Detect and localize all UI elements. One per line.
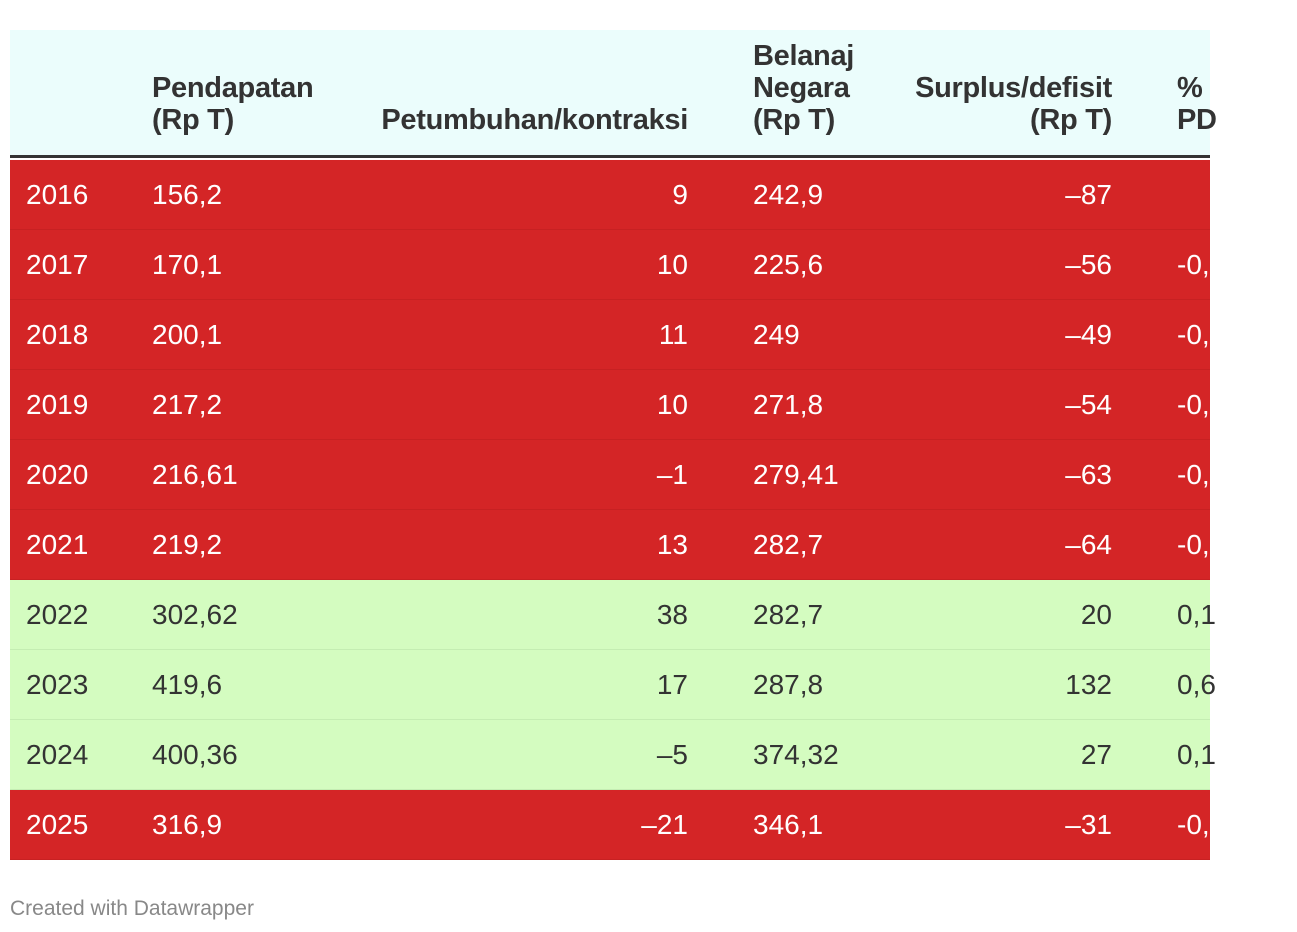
- cell-year: 2019: [26, 389, 89, 420]
- cell-belanja: 346,1: [753, 809, 824, 840]
- cell-pendapatan: 156,2: [152, 179, 223, 210]
- cell-pendapatan: 200,1: [152, 319, 223, 350]
- header-pertumbuhan-label: Petumbuhan/kontraksi: [381, 104, 688, 136]
- cell-surplus: –49: [1065, 319, 1112, 350]
- table-header: [10, 30, 1217, 158]
- table-row: [10, 790, 1210, 860]
- cell-surplus: –54: [1065, 389, 1112, 420]
- cell-surplus: 27: [1080, 739, 1112, 770]
- cell-year: 2018: [26, 319, 89, 350]
- cell-surplus: –64: [1065, 529, 1112, 560]
- cell-pertumbuhan: 9: [672, 179, 688, 210]
- table-row: [10, 160, 1210, 230]
- cell-pdb: 0,6: [1177, 669, 1216, 700]
- cell-year: 2016: [26, 179, 89, 210]
- header-surplus: [910, 72, 1112, 136]
- header-pendapatan-label: Pendapatan (Rp T): [152, 72, 314, 136]
- cell-pendapatan: 216,61: [152, 459, 238, 490]
- cell-belanja: 374,32: [753, 739, 839, 770]
- cell-pertumbuhan: 38: [656, 599, 688, 630]
- cell-pdb: 0,1: [1177, 739, 1216, 770]
- header-surplus-label: Surplus/defisit (Rp T): [915, 72, 1112, 136]
- cell-pertumbuhan: 10: [656, 249, 688, 280]
- table-row: [10, 300, 1210, 370]
- table-row: [10, 720, 1216, 790]
- header-pdb-label: % PD: [1177, 72, 1217, 136]
- cell-belanja: 287,8: [753, 669, 824, 700]
- cell-pdb: -0,: [1177, 319, 1210, 350]
- header-belanja-label: Belanaj Negara (Rp T): [753, 40, 855, 136]
- table-row: [10, 370, 1210, 440]
- cell-pdb: -0,: [1177, 389, 1210, 420]
- table-row: [10, 580, 1216, 650]
- cell-pertumbuhan: 10: [656, 389, 688, 420]
- footer-credit: Created with Datawrapper: [10, 897, 254, 920]
- cell-belanja: 242,9: [753, 179, 824, 210]
- cell-year: 2020: [26, 459, 89, 490]
- data-table: [10, 30, 1217, 860]
- table-body: [10, 160, 1216, 860]
- table-row: [10, 650, 1216, 720]
- cell-pertumbuhan: –21: [641, 809, 688, 840]
- cell-pendapatan: 302,62: [152, 599, 238, 630]
- cell-pendapatan: 217,2: [152, 389, 223, 420]
- header-pendapatan: [152, 72, 352, 136]
- cell-surplus: 20: [1080, 599, 1112, 630]
- cell-pdb: 0,1: [1177, 599, 1216, 630]
- cell-pdb: -0,: [1177, 459, 1210, 490]
- cell-surplus: –63: [1065, 459, 1112, 490]
- cell-surplus: –87: [1065, 179, 1112, 210]
- cell-pendapatan: 400,36: [152, 739, 238, 770]
- cell-pdb: -0,: [1177, 809, 1210, 840]
- cell-year: 2021: [26, 529, 89, 560]
- cell-year: 2023: [26, 669, 89, 700]
- table-row: [10, 440, 1210, 510]
- header-pdb: [1177, 72, 1297, 136]
- cell-pertumbuhan: 17: [656, 669, 688, 700]
- cell-surplus: –56: [1065, 249, 1112, 280]
- cell-pendapatan: 419,6: [152, 669, 223, 700]
- cell-pertumbuhan: –5: [656, 739, 688, 770]
- cell-belanja: 282,7: [753, 529, 824, 560]
- cell-belanja: 279,41: [753, 459, 839, 490]
- cell-pdb: -0,: [1177, 249, 1210, 280]
- cell-belanja: 225,6: [753, 249, 824, 280]
- cell-pendapatan: 219,2: [152, 529, 223, 560]
- header-pertumbuhan: [380, 104, 688, 136]
- cell-pertumbuhan: –1: [656, 459, 688, 490]
- cell-year: 2024: [26, 739, 89, 770]
- cell-pertumbuhan: 13: [656, 529, 688, 560]
- cell-belanja: 282,7: [753, 599, 824, 630]
- cell-pertumbuhan: 11: [658, 319, 688, 350]
- cell-surplus: –31: [1065, 809, 1112, 840]
- cell-year: 2025: [26, 809, 89, 840]
- cell-year: 2017: [26, 249, 89, 280]
- cell-pdb: [1177, 160, 1297, 230]
- cell-belanja: 271,8: [753, 389, 824, 420]
- header-belanja: [753, 40, 893, 136]
- table-row: [10, 230, 1210, 300]
- cell-pendapatan: 170,1: [152, 249, 223, 280]
- table-row: [10, 510, 1210, 580]
- cell-year: 2022: [26, 599, 89, 630]
- cell-pdb: -0,: [1177, 529, 1210, 560]
- cell-belanja: 249: [753, 319, 800, 350]
- cell-surplus: 132: [1065, 669, 1112, 700]
- cell-pendapatan: 316,9: [152, 809, 223, 840]
